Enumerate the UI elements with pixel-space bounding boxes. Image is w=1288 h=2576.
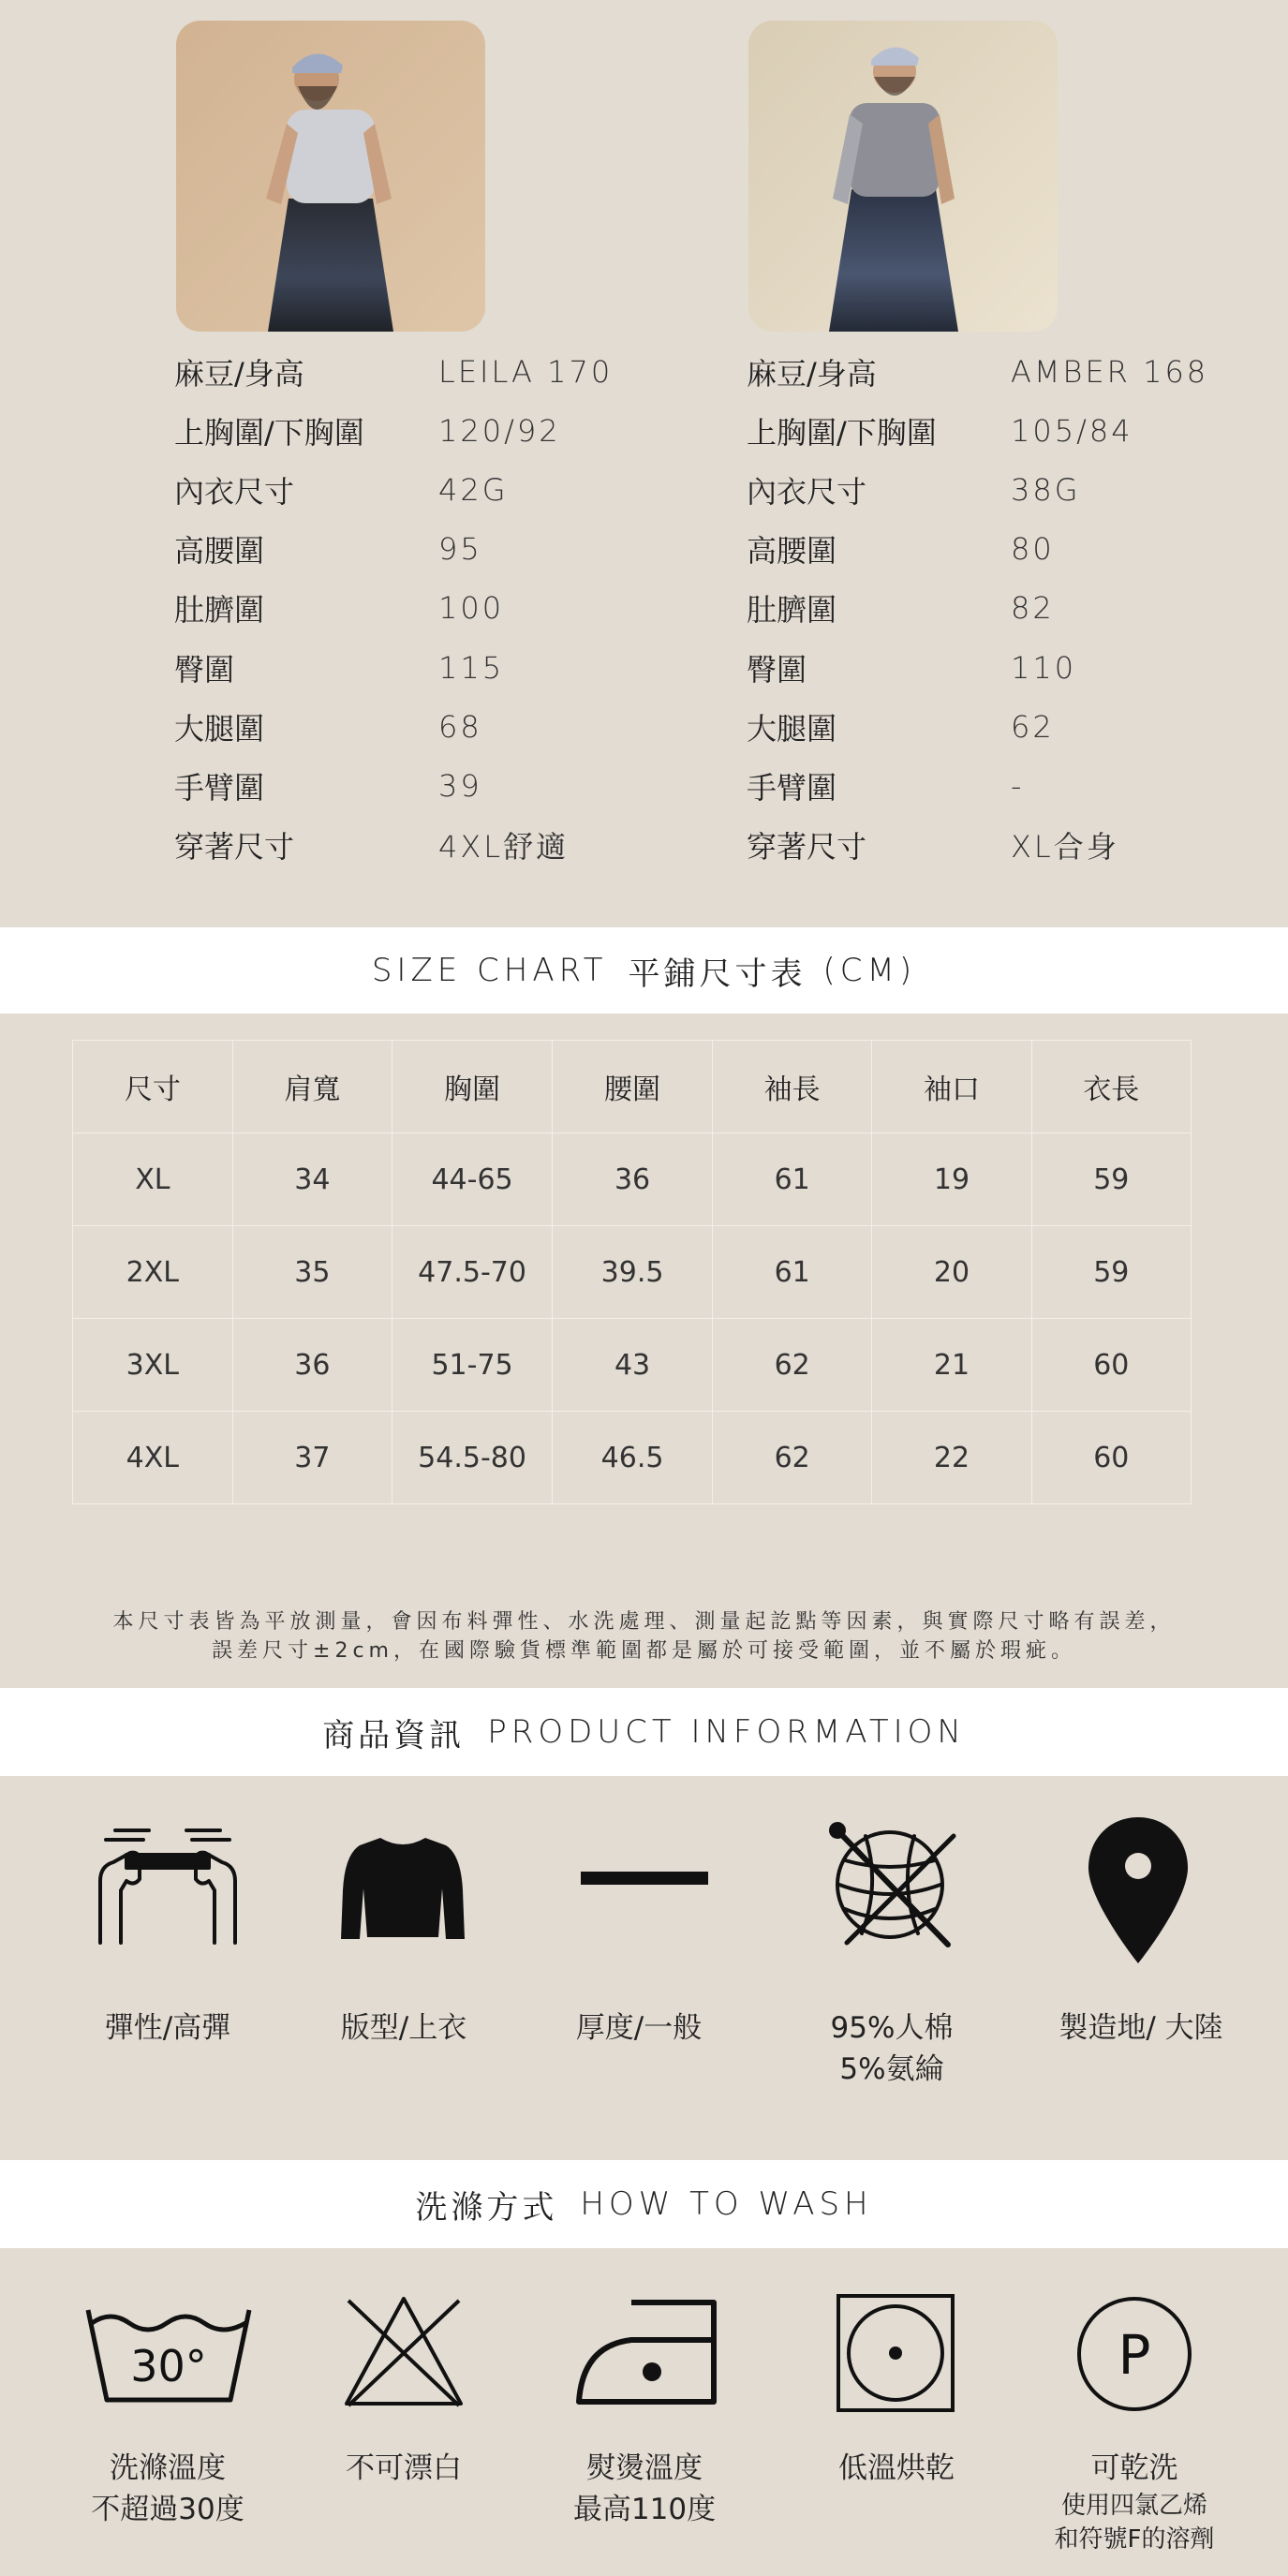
no-bleach-icon [343,2295,465,2407]
wash-item [779,2448,1014,2489]
spec-value: 42G [438,471,509,508]
product-info-item [51,2007,285,2049]
spec-label: 麻豆/身高 [747,355,877,392]
spec-value: 4XL舒適 [438,829,570,866]
size-chart-title-zh: 平鋪尺寸表 [628,955,807,993]
spec-value: 82 [1011,590,1055,627]
table-cell: 20 [872,1226,1031,1319]
spec-label: 肚臍圍 [174,592,265,629]
wash-title-zh: 洗滌方式 [415,2188,558,2227]
size-table-header-cell: 袖口 [872,1041,1031,1133]
dry-clean-p-icon [1075,2295,1193,2413]
product-info-item [522,2007,756,2049]
spec-label: 大腿圍 [747,710,837,747]
spec-label: 大腿圍 [174,710,265,747]
spec-row [174,638,699,697]
wash-label: 可乾洗 [1090,2451,1178,2485]
spec-row [174,697,699,756]
spec-row [747,579,1271,638]
table-cell: 21 [872,1319,1031,1412]
spec-row [747,638,1271,697]
spec-row [174,579,699,638]
table-cell: 54.5-80 [392,1412,553,1504]
wash-label-2: 使用四氯乙烯 [1060,2492,1207,2520]
spec-label: 麻豆/身高 [174,355,304,392]
product-info-label: 彈性/高彈 [104,2011,231,2045]
tumble-dry-low-icon [836,2293,955,2413]
spec-value: 95 [438,531,482,568]
spec-label: 肚臍圍 [747,592,837,629]
table-cell: 39.5 [553,1226,713,1319]
spec-row [174,520,699,579]
table-cell: 59 [1031,1133,1191,1226]
table-cell: 19 [872,1133,1031,1226]
table-row [73,1133,1192,1226]
spec-label: 穿著尺寸 [174,829,295,866]
spec-label: 內衣尺寸 [747,473,867,510]
spec-row [747,697,1271,756]
size-table [72,1040,1192,1504]
spec-value: AMBER 168 [1011,353,1209,390]
table-cell: 61 [713,1226,872,1319]
spec-label: 手臂圍 [747,769,837,806]
spec-value: 105/84 [1011,412,1133,449]
spec-label: 上胸圍/下胸圍 [747,414,937,451]
wash-label-2: 最高110度 [572,2493,717,2526]
spec-value: 39 [438,767,482,804]
location-pin-icon [1087,1815,1190,1965]
size-chart-header [0,927,1288,1014]
spec-row [174,460,699,519]
model-spec-amber [747,342,1271,875]
product-info-item [775,2007,1009,2090]
size-table-header-cell: 胸圍 [392,1041,553,1133]
wash-header [0,2160,1288,2248]
product-info-title-zh: 商品資訊 [322,1716,466,1754]
table-cell: XL [73,1133,233,1226]
product-info-title-en: PRODUCT INFORMATION [487,1713,966,1751]
wash-item [51,2448,285,2530]
table-cell: 46.5 [553,1412,713,1504]
spec-label: 手臂圍 [174,769,265,806]
svg-text:P: P [1118,2323,1151,2387]
product-info-header [0,1688,1288,1776]
spec-label: 臀圍 [747,651,807,688]
product-info-item [287,2007,521,2049]
table-cell: 47.5-70 [392,1226,553,1319]
spec-row [174,756,699,815]
size-table-header-cell: 腰圍 [553,1041,713,1133]
wash-label: 低溫烘乾 [838,2451,955,2485]
wash-label: 洗滌溫度 [110,2451,226,2485]
table-cell: 3XL [73,1319,233,1412]
table-cell: 44-65 [392,1133,553,1226]
table-row [73,1412,1192,1504]
table-cell: 36 [232,1319,392,1412]
table-cell: 60 [1031,1319,1191,1412]
wash-label-3: 和符號F的溶劑 [1054,2525,1215,2554]
wash-label: 熨燙溫度 [586,2451,703,2485]
stretch-hands-icon [89,1825,246,1945]
wash-item [527,2448,762,2530]
product-info-label: 厚度/一般 [575,2011,703,2045]
spec-value: 80 [1011,531,1055,568]
table-cell: 59 [1031,1226,1191,1319]
spec-label: 高腰圍 [747,533,837,570]
table-cell: 4XL [73,1412,233,1504]
product-info-label: 製造地/ 大陸 [1059,2011,1223,2045]
wash-item [287,2448,521,2489]
table-cell: 2XL [73,1226,233,1319]
product-info-label: 95%人棉 [830,2011,954,2045]
product-info-item [1024,2007,1258,2049]
spec-row [174,401,699,460]
table-row [73,1319,1192,1412]
table-cell: 43 [553,1319,713,1412]
spec-value: LEILA 170 [438,353,614,390]
size-chart-title-en: SIZE CHART [371,952,608,989]
size-note-line-2: 誤差尺寸±2cm，在國際驗貨標準範圍都是屬於可接受範圍，並不屬於瑕疵。 [212,1639,1076,1663]
model-photo-amber [748,21,1058,332]
size-table-header-cell: 衣長 [1031,1041,1191,1133]
table-cell: 60 [1031,1412,1191,1504]
table-cell: 62 [713,1412,872,1504]
spec-value: XL合身 [1011,829,1119,866]
table-row [73,1226,1192,1319]
spec-row [174,342,699,401]
spec-row [174,816,699,875]
size-table-header-cell: 袖長 [713,1041,872,1133]
size-table-header-row [73,1041,1192,1133]
wash-temp-label: 30° [130,2341,207,2391]
wash-label: 不可漂白 [346,2451,462,2485]
table-cell: 36 [553,1133,713,1226]
spec-value: 68 [438,708,482,745]
wash-item [1017,2448,1251,2556]
size-chart-unit: (CM) [822,952,917,989]
spec-row [747,520,1271,579]
product-info-label: 版型/上衣 [340,2011,467,2045]
table-cell: 61 [713,1133,872,1226]
sweater-icon [339,1834,466,1945]
spec-label: 高腰圍 [174,533,265,570]
spec-row [747,756,1271,815]
product-info-label-2: 5%氨綸 [839,2052,944,2086]
iron-icon [575,2297,718,2407]
table-cell: 22 [872,1412,1031,1504]
model-spec-leila [174,342,699,875]
spec-value: 120/92 [438,412,561,449]
spec-label: 內衣尺寸 [174,473,295,510]
model-photo-leila [176,21,485,332]
table-cell: 34 [232,1133,392,1226]
wash-30-icon [84,2302,253,2406]
wash-label-2: 不超過30度 [91,2493,244,2526]
size-table-header-cell: 肩寬 [232,1041,392,1133]
size-note-line-1: 本尺寸表皆為平放測量，會因布料彈性、水洗處理、測量起訖點等因素，與實際尺寸略有誤差， [112,1610,1176,1634]
spec-row [747,460,1271,519]
spec-value: 62 [1011,708,1055,745]
table-cell: 37 [232,1412,392,1504]
spec-value: 115 [438,649,505,686]
spec-label: 上胸圍/下胸圍 [174,414,364,451]
spec-value: 38G [1011,471,1081,508]
spec-value: - [1011,767,1025,804]
spec-label: 臀圍 [174,651,235,688]
wash-title-en: HOW TO WASH [580,2185,873,2223]
spec-row [747,401,1271,460]
spec-label: 穿著尺寸 [747,829,867,866]
table-cell: 51-75 [392,1319,553,1412]
spec-row [747,342,1271,401]
table-cell: 35 [232,1226,392,1319]
spec-row [747,816,1271,875]
yarn-ball-icon [824,1817,965,1958]
table-cell: 62 [713,1319,872,1412]
spec-value: 110 [1011,649,1077,686]
spec-value: 100 [438,590,505,627]
size-table-header-cell: 尺寸 [73,1041,233,1133]
thickness-bar-icon [581,1870,708,1888]
